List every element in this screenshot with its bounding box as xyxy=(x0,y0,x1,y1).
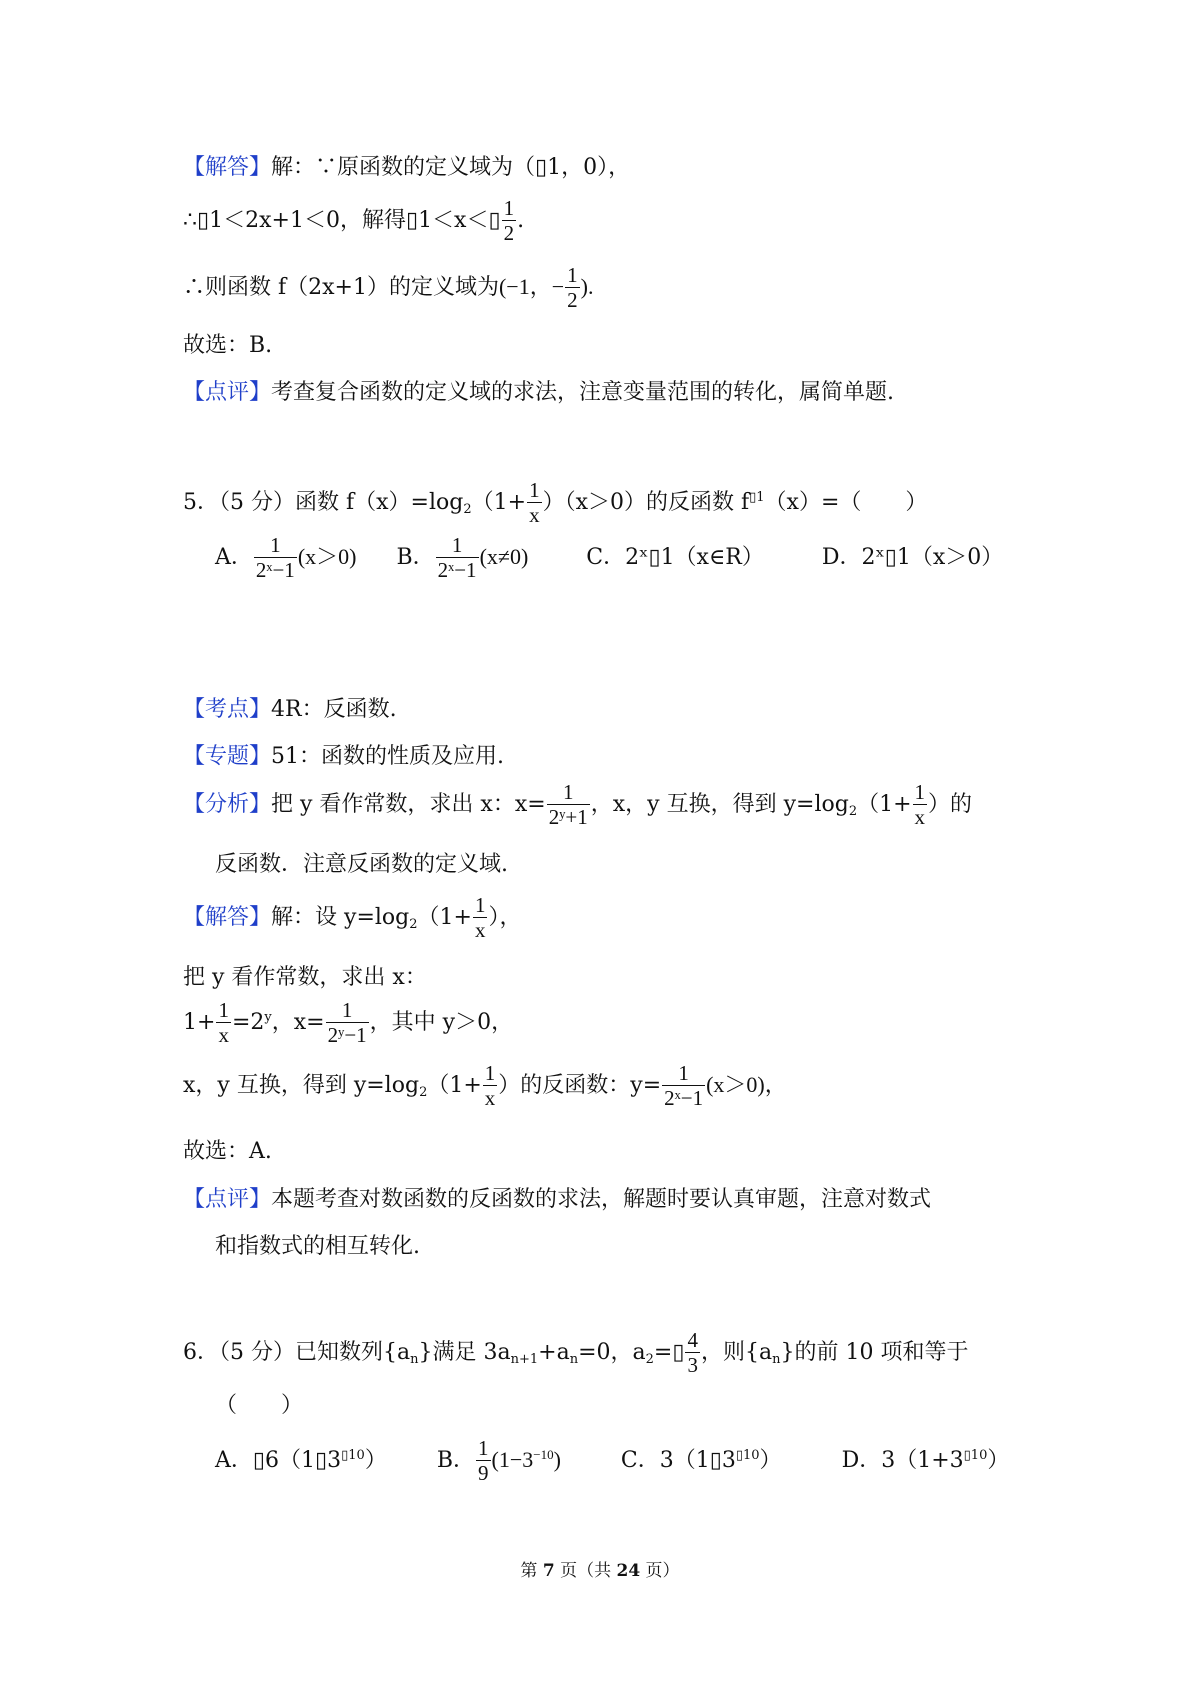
missing-glyph: ▯ xyxy=(197,208,210,233)
q6-options: A．$▯6(1▯3^{▯10})$ B． $\frac{1}{9}$ $(1-3^{-10})$ C．$3(1▯3^{▯10})$ D．$3(1+3^{▯10})$ xyxy=(215,1436,1010,1485)
fraction-one-half: $\frac{1}{2}$ xyxy=(567,263,578,312)
fraction-one-over-x: $\frac{1}{x}$ xyxy=(529,478,540,527)
q6-stem: 6．（5 分）已知数列$\{a_n\}$满足 $3a_{n+1}+a_n=0$，$a_2=▯$ $\frac{4}{3}$ ，则$\{a_n\}$的前 10 项和等于 xyxy=(183,1328,969,1377)
tag-jieda: 【解答】 xyxy=(183,905,272,930)
fraction-fenxi-x: $\frac{1}{\text{2ʸ+1}}$ xyxy=(548,780,588,829)
tag-kaodian: 【考点】 xyxy=(183,697,272,722)
missing-glyph: ▯ xyxy=(648,545,661,570)
tag-dianping: 【点评】 xyxy=(183,1187,272,1212)
fraction-one-over-x: $\frac{1}{x}$ xyxy=(914,780,926,829)
missing-glyph: ▯ xyxy=(735,1448,743,1463)
missing-glyph: ▯ xyxy=(252,1448,265,1473)
missing-glyph: ▯ xyxy=(672,1340,685,1365)
missing-glyph: ▯ xyxy=(315,1448,328,1473)
q6-option-d: D．3（1+3 xyxy=(841,1448,964,1473)
tag-zhuanti: 【专题】 xyxy=(183,744,272,769)
fraction-one-over-x: $\frac{1}{x}$ xyxy=(474,893,486,942)
page-total: 24 xyxy=(616,1561,641,1581)
missing-glyph: ▯ xyxy=(341,1448,349,1463)
q5-jieda-line-3: 1+ $\frac{1}{x}$ $=2^y$，x= $\frac{1}{\text{2ʸ−1}}$ ，其中 y＞0， xyxy=(183,998,514,1047)
fraction-one-half: $\frac{1}{2}$ xyxy=(503,196,515,245)
q5-stem: 5．（5 分）函数 $f(x)=\log_2(1+$ $\frac{1}{x}$ ）（x＞0）的反函数 $f^{▯1}(x)=$（ ） xyxy=(183,478,928,527)
q5-option-a-fraction: $\frac{1}{\text{2ˣ−1}}$ xyxy=(255,533,295,582)
q5-option-d: D．2ˣ xyxy=(821,545,885,570)
comment-line: 【点评】考查复合函数的定义域的求法，注意变量范围的转化，属简单题. xyxy=(183,380,895,405)
q5-option-c: C．2ˣ xyxy=(586,545,649,570)
q5-option-b-label: B． xyxy=(396,545,435,570)
q5-zhuanti: 【专题】51：函数的性质及应用. xyxy=(183,744,505,769)
q6-option-c: C．3（1 xyxy=(620,1448,710,1473)
tag-dianping: 【点评】 xyxy=(183,380,272,405)
q6-option-a-label: A． xyxy=(215,1448,253,1473)
page-footer: 第 7 页（共 24 页） xyxy=(520,1561,680,1581)
fraction-inverse-result: $\frac{1}{\text{2ˣ−1}}$ xyxy=(664,1061,704,1110)
q5-kaodian: 【考点】4R：反函数. xyxy=(183,697,397,722)
q6-stem-line-2: （ ） xyxy=(215,1393,304,1418)
page-number: 7 xyxy=(542,1561,555,1581)
q5-option-a-label: A． xyxy=(215,545,253,570)
answer-line-2: ∴▯1＜2x+1＜0，解得▯1＜x＜▯ $\frac{1}{2}$ . xyxy=(183,196,525,245)
missing-glyph: ▯ xyxy=(884,545,897,570)
answer-line-1: 【解答】解：∵原函数的定义域为（▯1，0）， xyxy=(183,155,631,180)
q5-options: A． $\frac{1}{\text{2ˣ−1}}$ (x＞0) B． $\frac{1}{\text{2ˣ−1}}$ (x≠0) C．2ˣ▯1（x∈R） D．2ˣ▯1（x＞0） xyxy=(215,533,1004,582)
missing-glyph: ▯ xyxy=(405,208,419,233)
missing-glyph: ▯ xyxy=(488,208,501,233)
q5-dianping-line-2: 和指数式的相互转化. xyxy=(215,1234,420,1259)
q5-fenxi-line-1: 【分析】把 y 看作常数，求出 x：x= $\frac{1}{\text{2ʸ+1}}$ ，x，y 互换，得到 $y=\log_2(1+$ $\frac{1}{x}$ ）的 xyxy=(183,780,973,829)
q5-jieda-line-1: 【解答】解：设 $y=\log_2(1+$ $\frac{1}{x}$ ）， xyxy=(183,893,522,942)
q5-dianping-line-1: 【点评】本题考查对数函数的反函数的求法，解题时要认真审题，注意对数式 xyxy=(183,1187,932,1212)
q5-answer-choice: 故选：A. xyxy=(183,1139,272,1164)
q6-option-b-label: B． xyxy=(436,1448,475,1473)
missing-glyph: ▯ xyxy=(709,1448,722,1473)
fraction-one-ninth: $\frac{1}{9}$ xyxy=(478,1436,489,1485)
fraction-jieda-x: $\frac{1}{\text{2ʸ−1}}$ xyxy=(327,998,367,1047)
q5-fenxi-line-2: 反函数．注意反函数的定义域. xyxy=(215,852,508,877)
missing-glyph: ▯ xyxy=(963,1448,971,1463)
answer-line-3: ∴则函数 f（2x+1）的定义域为(−1，− $\frac{1}{2}$ ). xyxy=(183,263,594,312)
tag-fenxi: 【分析】 xyxy=(183,792,272,817)
fraction-one-over-x: $\frac{1}{x}$ xyxy=(218,998,229,1047)
answer-choice-line: 故选：B. xyxy=(183,333,273,358)
q5-jieda-line-4: x，y 互换，得到 $y=\log_2(1+$ $\frac{1}{x}$ ）的反函数：y= $\frac{1}{\text{2ˣ−1}}$ (x＞0)， xyxy=(183,1061,787,1110)
missing-glyph: ▯ xyxy=(749,490,757,505)
fraction-one-over-x: $\frac{1}{x}$ xyxy=(484,1061,496,1110)
tag-jieda: 【解答】 xyxy=(183,155,272,180)
q5-jieda-line-2: 把 y 看作常数，求出 x： xyxy=(183,965,427,990)
q5-option-b-fraction: $\frac{1}{\text{2ˣ−1}}$ xyxy=(437,533,477,582)
fraction-four-thirds: $\frac{4}{3}$ xyxy=(687,1328,698,1377)
missing-glyph: ▯ xyxy=(535,155,548,180)
